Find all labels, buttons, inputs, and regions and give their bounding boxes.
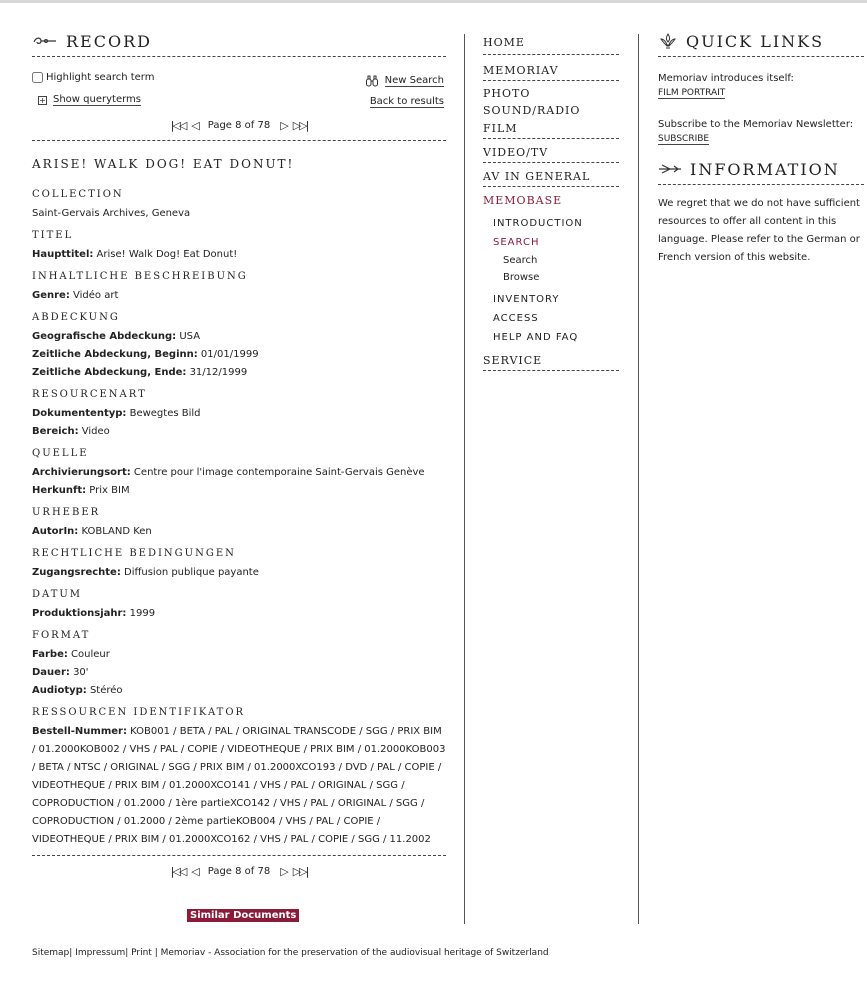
show-queryterms-link[interactable]: Show queryterms [53, 94, 141, 105]
field-row [32, 605, 446, 623]
field-label: Bereich: [32, 426, 79, 437]
field-label: Dokumententyp: [32, 408, 127, 419]
record-heading: RECORD [66, 31, 152, 51]
show-queryterms[interactable] [38, 94, 141, 106]
next-page-icon[interactable]: ▷ [280, 118, 287, 132]
nav-help-faq[interactable]: HELP AND FAQ [493, 332, 579, 343]
section-heading: DATUM [32, 589, 83, 600]
section-heading: QUELLE [32, 448, 89, 459]
back-to-results-link[interactable]: Back to results [369, 96, 444, 107]
field-row [32, 205, 446, 223]
next-page-icon[interactable]: ▷ [280, 864, 287, 878]
nav-search[interactable]: SEARCH [493, 237, 540, 248]
footer-print-link[interactable]: Print [131, 948, 152, 958]
field-row [32, 682, 446, 700]
field-value: Video [78, 426, 110, 437]
nav-search-sub[interactable]: Search [503, 255, 538, 266]
prev-page-icon[interactable]: ◁ [191, 864, 198, 878]
browser-top-border [0, 0, 867, 3]
field-value: Diffusion publique payante [120, 567, 259, 578]
new-search[interactable] [365, 74, 444, 88]
field-row [32, 405, 446, 423]
quick-links-header [658, 30, 864, 52]
information-text: We regret that we do not have sufficient resources to offer all content in this language. Please refer to the German or French version of this website. [658, 198, 860, 263]
field-label: AutorIn: [32, 526, 79, 537]
last-page-icon[interactable]: ▷▷| [292, 118, 308, 132]
field-row [32, 346, 446, 364]
record-column [32, 30, 446, 880]
pager-label: Page 8 of 78 [207, 865, 271, 877]
footer-memoriav-text: Memoriav - Association for the preservation of the audiovisual heritage of Switzerland [160, 948, 549, 958]
field-label: Zugangsrechte: [32, 567, 121, 578]
field-value: Vidéo art [69, 290, 119, 301]
field-value: Stéréo [86, 685, 123, 696]
field-label: Dauer: [32, 667, 70, 678]
footer-sitemap-link[interactable]: Sitemap [32, 948, 70, 958]
field-row [32, 364, 446, 382]
nav-inventory[interactable]: INVENTORY [493, 294, 560, 305]
field-label: Zeitliche Abdeckung, Beginn: [32, 349, 198, 360]
section-heading: RESSOURCEN IDENTIFIKATOR [32, 707, 246, 718]
main-navigation [483, 34, 619, 375]
similar-documents-button[interactable]: Similar Documents [187, 909, 299, 922]
nav-memobase[interactable]: MEMOBASE [483, 194, 563, 207]
field-row [32, 464, 446, 482]
field-value: Couleur [67, 649, 110, 660]
newsletter-text: Subscribe to the Memoriav Newsletter: [658, 119, 854, 130]
section-heading: FORMAT [32, 630, 91, 641]
footer: Sitemap| Impressum| Print | Memoriav - Association for the preservation of the audiovisual heritage of Switzerland [32, 948, 549, 958]
last-page-icon[interactable]: ▷▷| [292, 864, 308, 878]
wing-ornament-icon [658, 163, 682, 175]
first-page-icon[interactable]: |◁◁ [170, 118, 186, 132]
field-label: Haupttitel: [32, 249, 94, 260]
intro-text: Memoriav introduces itself: [658, 73, 794, 84]
field-value: 01/01/1999 [197, 349, 259, 360]
divider-bottom [32, 855, 446, 856]
ornament-icon [32, 36, 58, 46]
field-row [32, 246, 446, 264]
expand-plus-icon[interactable]: + [39, 95, 46, 105]
field-row [32, 664, 446, 682]
field-label: Audiotyp: [32, 685, 87, 696]
field-value: Prix BIM [86, 485, 130, 496]
highlight-toggle[interactable] [32, 72, 154, 83]
field-row [32, 723, 446, 849]
fleur-icon [658, 33, 678, 49]
new-search-link[interactable]: New Search [384, 75, 444, 86]
information-header [658, 158, 864, 180]
field-row [32, 482, 446, 500]
field-row [32, 523, 446, 541]
field-value: Saint-Gervais Archives, Geneva [32, 208, 191, 219]
section-heading: URHEBER [32, 507, 101, 518]
nav-sound-radio[interactable]: SOUND/RADIO [483, 104, 581, 117]
record-tools [32, 72, 446, 116]
field-row [32, 423, 446, 441]
section-heading: ABDECKUNG [32, 312, 120, 323]
nav-introduction[interactable]: INTRODUCTION [493, 218, 583, 229]
field-value: Arise! Walk Dog! Eat Donut! [93, 249, 238, 260]
field-value: 30' [69, 667, 89, 678]
field-label: Geografische Abdeckung: [32, 331, 177, 342]
nav-home[interactable]: HOME [483, 34, 619, 55]
footer-impressum-link[interactable]: Impressum [75, 948, 126, 958]
column-divider-left [464, 34, 465, 924]
subscribe-link[interactable]: SUBSCRIBE [658, 134, 710, 144]
field-value: Bewegtes Bild [126, 408, 201, 419]
field-value: 31/12/1999 [186, 367, 248, 378]
section-heading: RESOURCENART [32, 389, 147, 400]
pager-label: Page 8 of 78 [207, 119, 271, 131]
nav-photo[interactable]: PHOTO [483, 87, 531, 100]
divider [658, 184, 864, 185]
field-label: Bestell-Nummer: [32, 726, 127, 737]
nav-film[interactable]: FILM [483, 119, 619, 139]
field-value: Centre pour l'image contemporaine Saint-Gervais Genève [130, 467, 425, 478]
film-portrait-link[interactable]: FILM PORTRAIT [658, 88, 726, 98]
field-row [32, 564, 446, 582]
field-value: KOB001 / BETA / PAL / ORIGINAL TRANSCODE / SGG / PRIX BIM / 01.2000KOB002 / VHS / PAL / COPIE / VIDEOTHEQUE / PRIX BIM / 01.2000KOB003 / BETA / NTSC / ORIGINAL / SGG / PRIX BIM / 01.2000XCO193 / DVD / PAL / COPIE / VIDEOTHEQUE / PRIX BIM / 01.2000XCO141 / VHS / PAL / ORIGINAL / SGG / COPRODUCTION / 01.2000 / 1ère partieXCO142 / VHS / PAL / ORIGINAL / SGG / COPRODUCTION / 01.2000 / 2ème partieKOB004 / VHS / PAL / COPIE / VIDEOTHEQUE / PRIX BIM / 01.2000XCO162 / VHS / PAL / COPIE / SGG / 11.2002 [32, 726, 446, 845]
field-label: Farbe: [32, 649, 68, 660]
field-label: Produktionsjahr: [32, 608, 127, 619]
highlight-checkbox[interactable] [32, 72, 43, 83]
section-heading: INHALTLICHE BESCHREIBUNG [32, 271, 248, 282]
quick-links-heading: QUICK LINKS [686, 31, 825, 51]
field-row [32, 646, 446, 664]
section-heading: RECHTLICHE BEDINGUNGEN [32, 548, 236, 559]
field-label: Genre: [32, 290, 70, 301]
highlight-label: Highlight search term [46, 72, 155, 83]
binoculars-icon [365, 74, 379, 88]
nav-access[interactable]: ACCESS [493, 313, 539, 324]
field-value: 1999 [126, 608, 156, 619]
sidebar-right [658, 30, 864, 267]
field-label: Herkunft: [32, 485, 87, 496]
nav-browse[interactable]: Browse [503, 272, 540, 283]
divider [658, 56, 864, 57]
divider [32, 140, 446, 141]
field-label: Zeitliche Abdeckung, Ende: [32, 367, 187, 378]
record-fields [32, 189, 446, 849]
nav-memoriav[interactable]: MEMORIAV [483, 61, 619, 81]
nav-service[interactable]: SERVICE [483, 351, 619, 371]
nav-av-general[interactable]: AV IN GENERAL [483, 167, 619, 187]
section-heading: COLLECTION [32, 189, 124, 200]
field-row [32, 328, 446, 346]
prev-page-icon[interactable]: ◁ [191, 118, 198, 132]
column-divider-right [638, 34, 639, 924]
field-row [32, 287, 446, 305]
record-title: ARISE! WALK DOG! EAT DONUT! [32, 157, 295, 171]
pager-top [32, 116, 446, 134]
record-header [32, 30, 446, 57]
first-page-icon[interactable]: |◁◁ [170, 864, 186, 878]
nav-video-tv[interactable]: VIDEO/TV [483, 143, 619, 163]
field-value: KOBLAND Ken [78, 526, 152, 537]
field-value: USA [176, 331, 201, 342]
field-label: Archivierungsort: [32, 467, 131, 478]
information-heading: INFORMATION [690, 159, 840, 179]
section-heading: TITEL [32, 230, 74, 241]
pager-bottom [32, 862, 446, 880]
